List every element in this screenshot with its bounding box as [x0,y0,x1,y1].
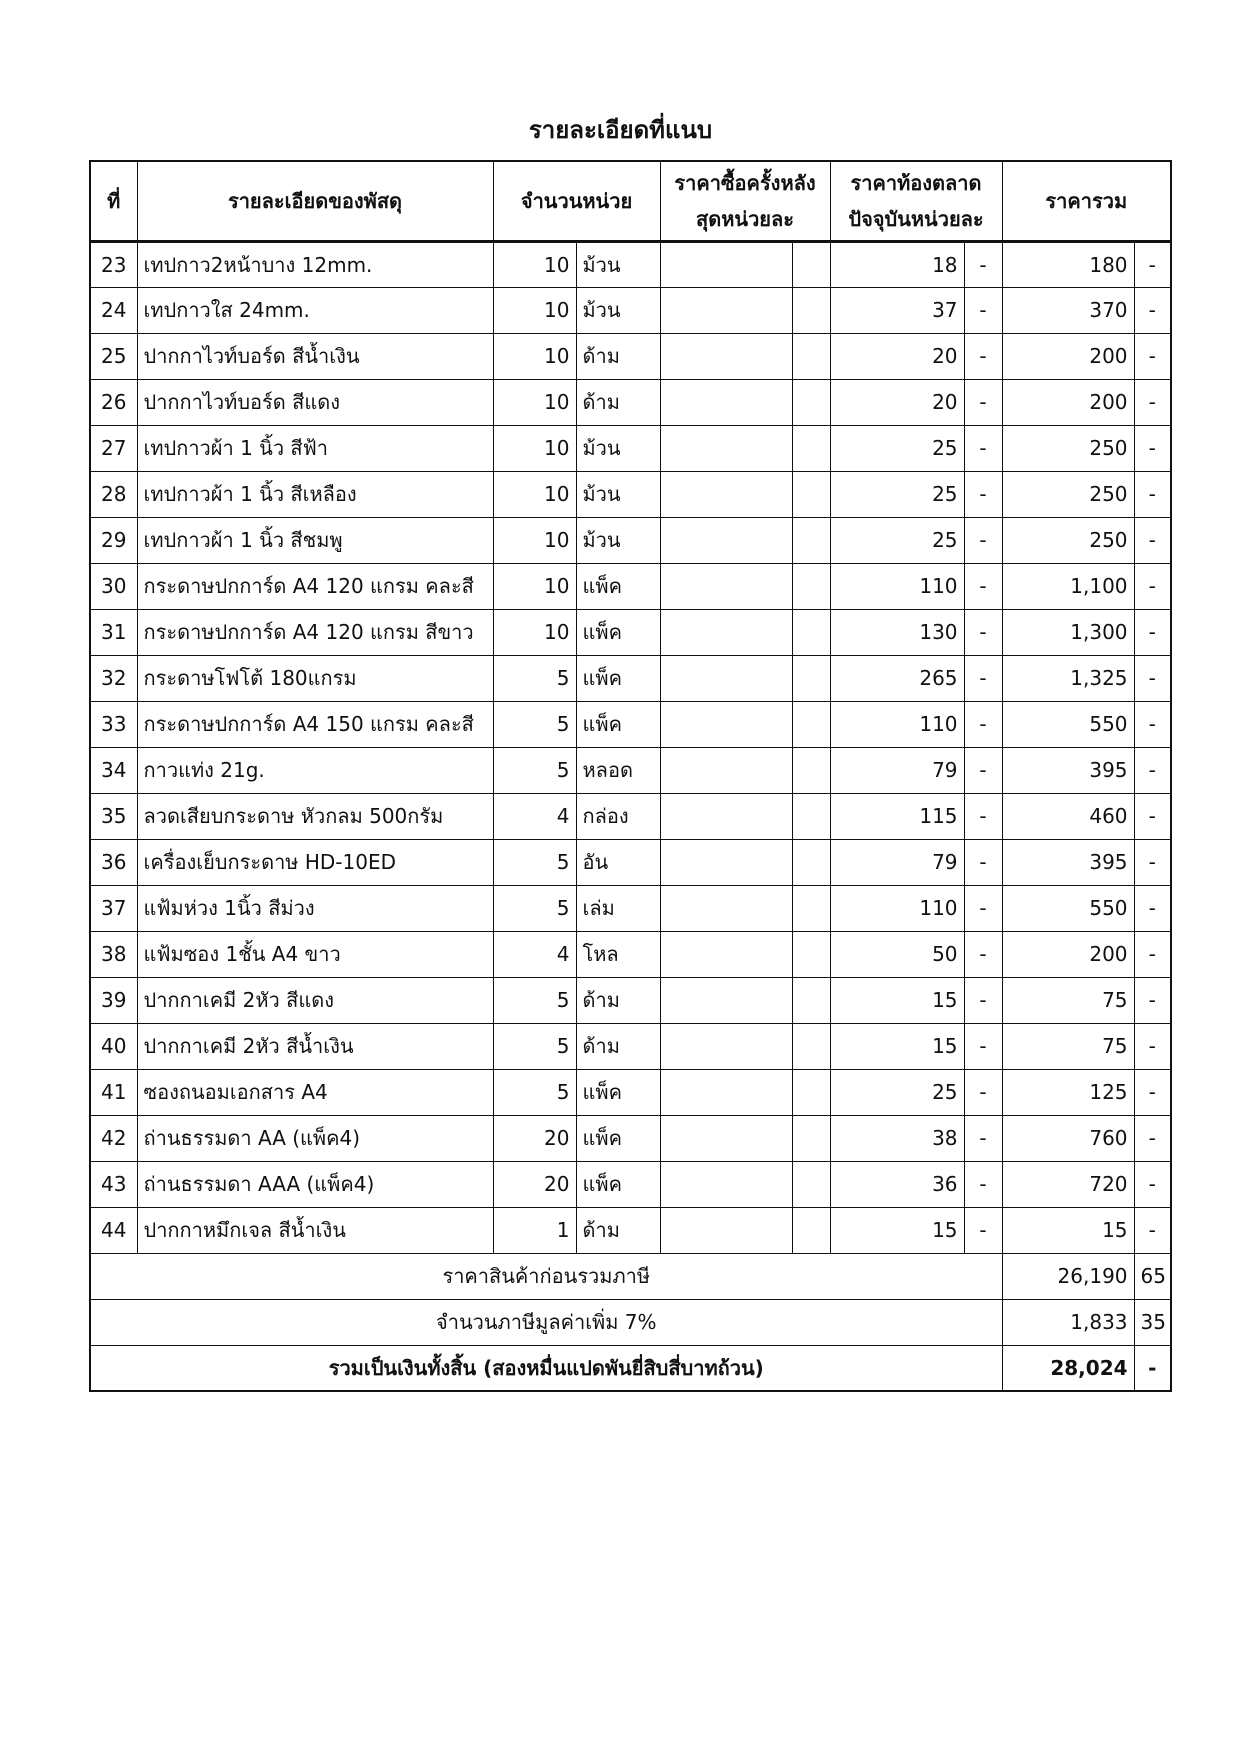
subtotal-row [90,1253,1171,1299]
row-last-price-baht [660,333,792,379]
row-last-price-satang [792,701,830,747]
row-total-satang: - [1134,241,1171,287]
subtotal-satang: 65 [1134,1253,1171,1299]
row-total-baht: 460 [1002,793,1134,839]
row-last-price-satang [792,1023,830,1069]
row-quantity: 4 [493,793,576,839]
row-total-baht: 75 [1002,977,1134,1023]
row-no: 42 [90,1115,137,1161]
row-total-baht: 200 [1002,931,1134,977]
row-market-price-baht: 110 [830,701,964,747]
row-description: ปากกาเคมี 2หัว สีแดง [137,977,493,1023]
row-last-price-baht [660,793,792,839]
row-quantity: 5 [493,701,576,747]
row-market-price-baht: 130 [830,609,964,655]
row-unit: โหล [576,931,660,977]
items-body [90,241,1171,1253]
row-unit: อัน [576,839,660,885]
row-no: 24 [90,287,137,333]
grand-total-label: รวมเป็นเงินทั้งสิ้น (สองหมื่นแปดพันยี่สิบสี่บาทถ้วน) [90,1345,1002,1391]
row-last-price-satang [792,1069,830,1115]
row-total-baht: 1,300 [1002,609,1134,655]
row-last-price-baht [660,1207,792,1253]
table-row [90,655,1171,701]
row-description: กระดาษปกการ์ด A4 150 แกรม คละสี [137,701,493,747]
row-total-baht: 15 [1002,1207,1134,1253]
row-unit: แพ็ค [576,563,660,609]
row-last-price-satang [792,425,830,471]
row-no: 32 [90,655,137,701]
row-last-price-satang [792,517,830,563]
row-unit: ด้าม [576,1207,660,1253]
row-total-baht: 395 [1002,839,1134,885]
row-description: แฟ้มห่วง 1นิ้ว สีม่วง [137,885,493,931]
row-last-price-satang [792,931,830,977]
row-market-price-satang: - [964,747,1002,793]
row-last-price-baht [660,931,792,977]
row-total-satang: - [1134,1069,1171,1115]
row-market-price-satang: - [964,517,1002,563]
row-unit: ด้าม [576,977,660,1023]
row-market-price-baht: 50 [830,931,964,977]
row-quantity: 10 [493,379,576,425]
row-quantity: 5 [493,977,576,1023]
row-description: ถ่านธรรมดา AAA (แพ็ค4) [137,1161,493,1207]
row-market-price-satang: - [964,655,1002,701]
row-market-price-satang: - [964,977,1002,1023]
row-last-price-baht [660,701,792,747]
row-last-price-baht [660,517,792,563]
row-market-price-baht: 20 [830,379,964,425]
row-market-price-baht: 25 [830,471,964,517]
row-total-baht: 1,100 [1002,563,1134,609]
vat-satang: 35 [1134,1299,1171,1345]
row-market-price-baht: 115 [830,793,964,839]
row-market-price-satang: - [964,333,1002,379]
row-unit: แพ็ค [576,655,660,701]
row-description: ซองถนอมเอกสาร A4 [137,1069,493,1115]
row-total-satang: - [1134,379,1171,425]
row-quantity: 5 [493,1069,576,1115]
row-market-price-satang: - [964,885,1002,931]
row-market-price-satang: - [964,1069,1002,1115]
row-no: 34 [90,747,137,793]
row-total-satang: - [1134,1023,1171,1069]
row-no: 41 [90,1069,137,1115]
row-unit: ด้าม [576,1023,660,1069]
row-description: เทปกาวผ้า 1 นิ้ว สีเหลือง [137,471,493,517]
table-row [90,379,1171,425]
row-last-price-baht [660,655,792,701]
row-quantity: 10 [493,287,576,333]
row-market-price-satang: - [964,701,1002,747]
row-unit: แพ็ค [576,1069,660,1115]
header-total: ราคารวม [1002,161,1171,241]
row-description: เทปกาวผ้า 1 นิ้ว สีชมพู [137,517,493,563]
header-no: ที่ [90,161,137,241]
row-unit: แพ็ค [576,609,660,655]
row-last-price-satang [792,839,830,885]
row-market-price-satang: - [964,563,1002,609]
table-row [90,701,1171,747]
table-row [90,793,1171,839]
table-row [90,1023,1171,1069]
header-market-price: ราคาท้องตลาดปัจจุบันหน่วยละ [830,161,1002,241]
table-row [90,1207,1171,1253]
row-market-price-satang: - [964,425,1002,471]
row-market-price-baht: 20 [830,333,964,379]
row-total-satang: - [1134,977,1171,1023]
row-total-baht: 75 [1002,1023,1134,1069]
row-total-baht: 760 [1002,1115,1134,1161]
row-total-baht: 250 [1002,471,1134,517]
row-description: เทปกาวผ้า 1 นิ้ว สีฟ้า [137,425,493,471]
row-market-price-baht: 25 [830,1069,964,1115]
row-last-price-satang [792,241,830,287]
row-last-price-satang [792,793,830,839]
table-row [90,471,1171,517]
row-total-baht: 1,325 [1002,655,1134,701]
row-market-price-satang: - [964,839,1002,885]
row-total-satang: - [1134,333,1171,379]
row-last-price-satang [792,977,830,1023]
row-last-price-baht [660,287,792,333]
row-no: 36 [90,839,137,885]
grand-total-row [90,1345,1171,1391]
row-no: 35 [90,793,137,839]
row-no: 29 [90,517,137,563]
row-quantity: 1 [493,1207,576,1253]
row-last-price-baht [660,425,792,471]
row-no: 33 [90,701,137,747]
row-market-price-baht: 79 [830,747,964,793]
row-quantity: 4 [493,931,576,977]
row-market-price-baht: 36 [830,1161,964,1207]
row-total-baht: 550 [1002,885,1134,931]
row-unit: ม้วน [576,471,660,517]
row-description: ถ่านธรรมดา AA (แพ็ค4) [137,1115,493,1161]
row-market-price-baht: 18 [830,241,964,287]
row-market-price-satang: - [964,471,1002,517]
row-last-price-satang [792,333,830,379]
row-quantity: 10 [493,471,576,517]
row-last-price-satang [792,609,830,655]
row-no: 39 [90,977,137,1023]
row-total-satang: - [1134,885,1171,931]
row-description: ปากกาไวท์บอร์ด สีน้ำเงิน [137,333,493,379]
header-last-price: ราคาซื้อครั้งหลังสุดหน่วยละ [660,161,830,241]
row-market-price-satang: - [964,609,1002,655]
grand-total-satang: - [1134,1345,1171,1391]
row-description: กระดาษปกการ์ด A4 120 แกรม สีขาว [137,609,493,655]
row-total-baht: 250 [1002,425,1134,471]
row-unit: ม้วน [576,425,660,471]
row-last-price-satang [792,1115,830,1161]
row-description: เทปกาวใส 24mm. [137,287,493,333]
row-no: 28 [90,471,137,517]
row-no: 23 [90,241,137,287]
row-last-price-satang [792,655,830,701]
row-no: 37 [90,885,137,931]
row-quantity: 5 [493,839,576,885]
row-total-baht: 200 [1002,333,1134,379]
row-total-satang: - [1134,471,1171,517]
vat-label: จำนวนภาษีมูลค่าเพิ่ม 7% [90,1299,1002,1345]
table-row [90,287,1171,333]
row-total-satang: - [1134,747,1171,793]
row-total-satang: - [1134,793,1171,839]
row-last-price-baht [660,1115,792,1161]
row-unit: หลอด [576,747,660,793]
vat-baht: 1,833 [1002,1299,1134,1345]
row-unit: แพ็ค [576,1115,660,1161]
table-row [90,517,1171,563]
row-market-price-baht: 15 [830,1023,964,1069]
table-row [90,1069,1171,1115]
table-row [90,885,1171,931]
row-unit: กล่อง [576,793,660,839]
table-row [90,747,1171,793]
row-no: 27 [90,425,137,471]
row-unit: ม้วน [576,517,660,563]
row-market-price-baht: 110 [830,563,964,609]
row-total-baht: 125 [1002,1069,1134,1115]
row-market-price-satang: - [964,1115,1002,1161]
table-row [90,333,1171,379]
row-last-price-satang [792,563,830,609]
row-description: ปากกาไวท์บอร์ด สีแดง [137,379,493,425]
row-market-price-baht: 110 [830,885,964,931]
row-last-price-satang [792,287,830,333]
row-no: 25 [90,333,137,379]
row-description: ลวดเสียบกระดาษ หัวกลม 500กรัม [137,793,493,839]
header-row [90,161,1171,241]
row-last-price-baht [660,1161,792,1207]
subtotal-baht: 26,190 [1002,1253,1134,1299]
header-quantity: จำนวนหน่วย [493,161,660,241]
row-last-price-baht [660,839,792,885]
row-market-price-satang: - [964,1207,1002,1253]
row-total-satang: - [1134,839,1171,885]
row-last-price-satang [792,379,830,425]
row-last-price-baht [660,1069,792,1115]
vat-row [90,1299,1171,1345]
row-market-price-satang: - [964,793,1002,839]
row-last-price-satang [792,885,830,931]
row-last-price-baht [660,379,792,425]
row-total-satang: - [1134,655,1171,701]
row-market-price-satang: - [964,931,1002,977]
row-total-satang: - [1134,701,1171,747]
row-market-price-satang: - [964,379,1002,425]
row-description: ปากกาเคมี 2หัว สีน้ำเงิน [137,1023,493,1069]
row-no: 44 [90,1207,137,1253]
row-last-price-baht [660,471,792,517]
row-no: 26 [90,379,137,425]
row-total-baht: 550 [1002,701,1134,747]
row-unit: ม้วน [576,287,660,333]
row-market-price-baht: 15 [830,977,964,1023]
row-market-price-baht: 15 [830,1207,964,1253]
table-row [90,425,1171,471]
row-market-price-baht: 265 [830,655,964,701]
row-total-satang: - [1134,609,1171,655]
row-unit: แพ็ค [576,1161,660,1207]
row-unit: เล่ม [576,885,660,931]
row-quantity: 20 [493,1115,576,1161]
row-market-price-baht: 25 [830,425,964,471]
row-description: กระดาษปกการ์ด A4 120 แกรม คละสี [137,563,493,609]
row-no: 30 [90,563,137,609]
grand-total-baht: 28,024 [1002,1345,1134,1391]
row-quantity: 10 [493,333,576,379]
row-description: เทปกาว2หน้าบาง 12mm. [137,241,493,287]
page-title: รายละเอียดที่แนบ [528,116,713,144]
row-market-price-baht: 79 [830,839,964,885]
row-unit: ด้าม [576,379,660,425]
row-market-price-satang: - [964,1161,1002,1207]
row-unit: ม้วน [576,241,660,287]
row-description: แฟ้มซอง 1ชั้น A4 ขาว [137,931,493,977]
row-no: 38 [90,931,137,977]
row-last-price-baht [660,241,792,287]
row-quantity: 10 [493,241,576,287]
row-total-baht: 720 [1002,1161,1134,1207]
table-row [90,563,1171,609]
row-total-baht: 395 [1002,747,1134,793]
table-row [90,839,1171,885]
row-last-price-satang [792,747,830,793]
row-last-price-baht [660,747,792,793]
row-market-price-satang: - [964,287,1002,333]
row-total-satang: - [1134,1161,1171,1207]
table-row [90,977,1171,1023]
row-total-baht: 200 [1002,379,1134,425]
row-last-price-baht [660,977,792,1023]
row-quantity: 10 [493,563,576,609]
subtotal-label: ราคาสินค้าก่อนรวมภาษี [90,1253,1002,1299]
row-quantity: 10 [493,425,576,471]
row-total-satang: - [1134,287,1171,333]
row-market-price-baht: 38 [830,1115,964,1161]
row-quantity: 20 [493,1161,576,1207]
row-last-price-baht [660,1023,792,1069]
row-quantity: 5 [493,885,576,931]
row-market-price-baht: 37 [830,287,964,333]
row-market-price-satang: - [964,1023,1002,1069]
row-no: 40 [90,1023,137,1069]
row-market-price-satang: - [964,241,1002,287]
row-last-price-satang [792,1207,830,1253]
row-total-satang: - [1134,1207,1171,1253]
row-last-price-satang [792,1161,830,1207]
row-unit: แพ็ค [576,701,660,747]
row-total-satang: - [1134,563,1171,609]
row-quantity: 5 [493,655,576,701]
table-row [90,609,1171,655]
header-description: รายละเอียดของพัสดุ [137,161,493,241]
row-total-baht: 250 [1002,517,1134,563]
row-total-satang: - [1134,931,1171,977]
row-quantity: 5 [493,747,576,793]
row-no: 31 [90,609,137,655]
table-row [90,1115,1171,1161]
row-total-baht: 370 [1002,287,1134,333]
row-total-baht: 180 [1002,241,1134,287]
row-description: กาวแท่ง 21g. [137,747,493,793]
row-market-price-baht: 25 [830,517,964,563]
row-quantity: 10 [493,609,576,655]
row-unit: ด้าม [576,333,660,379]
row-description: ปากกาหมึกเจล สีน้ำเงิน [137,1207,493,1253]
row-no: 43 [90,1161,137,1207]
row-total-satang: - [1134,517,1171,563]
table-row [90,1161,1171,1207]
row-last-price-baht [660,563,792,609]
row-total-satang: - [1134,1115,1171,1161]
items-table [89,160,1172,1392]
row-last-price-baht [660,885,792,931]
row-last-price-baht [660,609,792,655]
row-last-price-satang [792,471,830,517]
row-description: เครื่องเย็บกระดาษ HD-10ED [137,839,493,885]
table-row [90,931,1171,977]
row-description: กระดาษโฟโต้ 180แกรม [137,655,493,701]
row-quantity: 10 [493,517,576,563]
row-total-satang: - [1134,425,1171,471]
table-row [90,241,1171,287]
row-quantity: 5 [493,1023,576,1069]
